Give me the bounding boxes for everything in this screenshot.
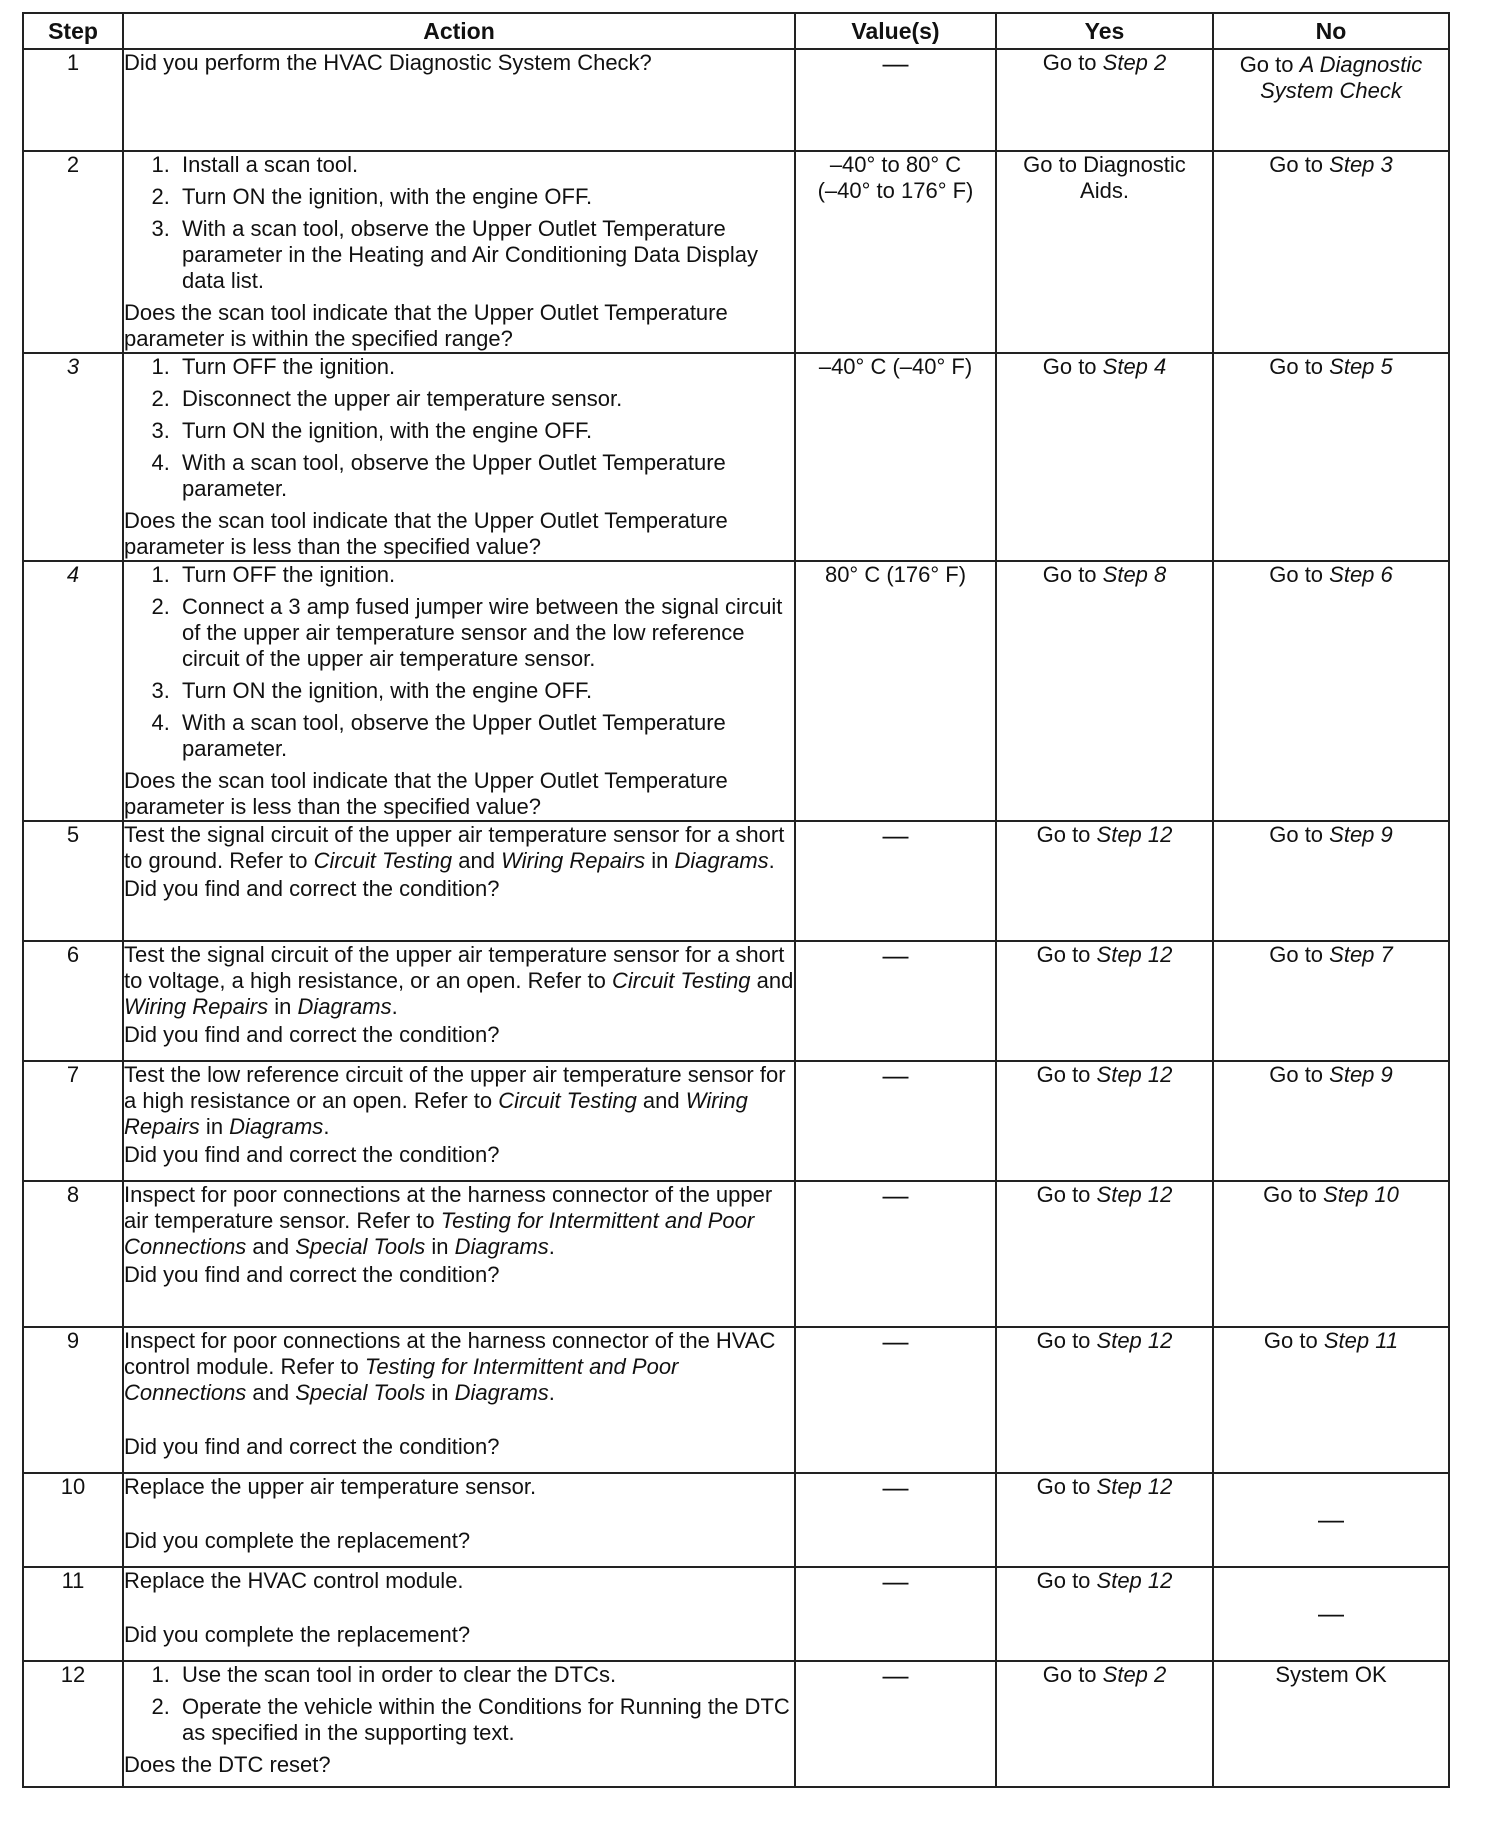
spacer <box>124 1406 794 1432</box>
instruction-text: Test the signal circuit of the upper air temperature sensor for a short to voltage, a high resistance, or an open. Refer to <box>124 942 785 993</box>
header-action: Action <box>123 13 795 49</box>
action-list <box>124 152 794 294</box>
reference-link: Circuit Testing <box>611 968 751 993</box>
no-prefix: Go to <box>1269 942 1330 967</box>
table-row-step-2 <box>23 151 1449 353</box>
value-dash: — <box>882 1660 909 1690</box>
header-yes: Yes <box>996 13 1213 49</box>
value-cell <box>795 1061 996 1181</box>
instruction-text: in <box>425 1234 455 1259</box>
list-item: 3. Turn ON the ignition, with the engine OFF. <box>176 418 794 444</box>
yes-prefix: Go to <box>1036 1328 1097 1353</box>
yes-cell <box>996 561 1213 821</box>
header-row <box>23 13 1449 49</box>
value-dash: — <box>882 1326 909 1356</box>
header-step: Step <box>23 13 123 49</box>
action-instruction <box>124 1182 794 1260</box>
action-cell <box>123 353 795 561</box>
value-cell: –40° C (–40° F) <box>795 353 996 561</box>
diagnostic-table <box>22 12 1450 1788</box>
value-dash: — <box>882 1472 909 1502</box>
no-cell <box>1213 821 1449 941</box>
yes-cell <box>996 821 1213 941</box>
value-cell <box>795 941 996 1061</box>
value-cell <box>795 1661 996 1787</box>
reference-link: Testing for Intermittent and Poor Connections <box>124 1208 755 1259</box>
instruction-text: . <box>548 1380 555 1405</box>
action-list <box>124 1662 794 1746</box>
no-step-link: Step 6 <box>1329 562 1393 587</box>
list-item: 4. With a scan tool, observe the Upper Outlet Temperature parameter. <box>176 450 794 502</box>
instruction-text: Inspect for poor connections at the harness connector of the upper air temperature sensor. Refer to <box>124 1182 773 1233</box>
action-question: Does the scan tool indicate that the Upper Outlet Temperature parameter is less than the specified value? <box>124 768 728 819</box>
yes-prefix: Go to <box>1042 562 1103 587</box>
value-dash: — <box>882 940 909 970</box>
table-row-step-5 <box>23 821 1449 941</box>
reference-link: Wiring Repairs <box>501 848 646 873</box>
table-row-step-11 <box>23 1567 1449 1661</box>
reference-link: Diagrams <box>297 994 392 1019</box>
value-dash: — <box>882 48 909 78</box>
no-step-link: Step 11 <box>1323 1328 1399 1353</box>
yes-prefix: Go to <box>1042 354 1103 379</box>
instruction-text: in <box>199 1114 230 1139</box>
value-cell <box>795 1181 996 1327</box>
yes-cell <box>996 1327 1213 1473</box>
action-cell <box>123 1567 795 1661</box>
yes-cell <box>996 1661 1213 1787</box>
value-cell <box>795 1567 996 1661</box>
action-cell <box>123 561 795 821</box>
action-question: Does the scan tool indicate that the Upper Outlet Temperature parameter is less than the specified value? <box>124 508 728 559</box>
instruction-text: Test the low reference circuit of the upper air temperature sensor for a high resistance or an open. Refer to <box>124 1062 786 1113</box>
instruction-text: . <box>548 1234 555 1259</box>
no-cell <box>1213 1181 1449 1327</box>
no-cell <box>1213 1061 1449 1181</box>
value-cell <box>795 821 996 941</box>
yes-cell <box>996 1567 1213 1661</box>
no-prefix: Go to <box>1239 52 1300 77</box>
list-item: 4. With a scan tool, observe the Upper Outlet Temperature parameter. <box>176 710 794 762</box>
instruction-text: and <box>246 1380 296 1405</box>
action-question: Did you find and correct the condition? <box>124 1434 500 1459</box>
action-question: Does the scan tool indicate that the Upper Outlet Temperature parameter is within the specified range? <box>124 300 728 351</box>
instruction-text: and <box>246 1234 296 1259</box>
yes-step-link: Step 12 <box>1096 822 1173 847</box>
step-number: 8 <box>23 1181 123 1327</box>
list-item: 2. Operate the vehicle within the Conditions for Running the DTC as specified in the supporting text. <box>176 1694 794 1746</box>
action-question: Does the DTC reset? <box>124 1752 331 1777</box>
action-cell <box>123 1061 795 1181</box>
yes-step-link: Step 12 <box>1096 1474 1173 1499</box>
action-cell <box>123 821 795 941</box>
action-instruction <box>124 942 794 1020</box>
action-cell <box>123 1473 795 1567</box>
yes-step-link: Step 12 <box>1096 942 1173 967</box>
no-step-link: Step 5 <box>1329 354 1393 379</box>
no-prefix: Go to <box>1269 1062 1330 1087</box>
action-instruction: Replace the HVAC control module. <box>124 1568 464 1593</box>
table-row-step-8 <box>23 1181 1449 1327</box>
yes-step-link: Step 2 <box>1102 50 1167 75</box>
yes-step-link: Step 4 <box>1102 354 1167 379</box>
step-number: 10 <box>23 1473 123 1567</box>
yes-prefix: Go to <box>1036 942 1097 967</box>
list-item: 2. Disconnect the upper air temperature sensor. <box>176 386 794 412</box>
list-item: 1. Turn OFF the ignition. <box>176 354 794 380</box>
no-prefix: Go to <box>1263 1328 1324 1353</box>
action-question: Did you complete the replacement? <box>124 1622 471 1647</box>
yes-text: Go to Diagnostic Aids. <box>1023 152 1186 203</box>
list-item: 3. With a scan tool, observe the Upper Outlet Temperature parameter in the Heating and Air Conditioning Data Display data list. <box>176 216 794 294</box>
no-cell <box>1213 151 1449 353</box>
reference-link: Circuit Testing <box>498 1088 637 1113</box>
action-instruction <box>124 822 794 874</box>
action-question: Did you find and correct the condition? <box>124 876 500 901</box>
no-prefix: Go to <box>1269 562 1330 587</box>
yes-step-link: Step 12 <box>1096 1328 1173 1353</box>
instruction-text: and <box>636 1088 686 1113</box>
yes-step-link: Step 12 <box>1096 1182 1173 1207</box>
no-cell <box>1213 1661 1449 1787</box>
value-cell <box>795 1327 996 1473</box>
table-row-step-3 <box>23 353 1449 561</box>
action-question: Did you find and correct the condition? <box>124 1142 500 1167</box>
diagnostic-table-wrapper <box>22 12 1450 1788</box>
action-cell <box>123 941 795 1061</box>
list-item: 1. Turn OFF the ignition. <box>176 562 794 588</box>
yes-step-link: Step 8 <box>1102 562 1167 587</box>
action-list <box>124 354 794 502</box>
action-question: Did you find and correct the condition? <box>124 1262 500 1287</box>
action-instruction <box>124 1328 794 1406</box>
reference-link: Wiring Repairs <box>124 994 269 1019</box>
spacer <box>124 1594 794 1620</box>
no-dash: — <box>1318 1598 1344 1628</box>
step-number: 7 <box>23 1061 123 1181</box>
no-prefix: Go to <box>1263 1182 1324 1207</box>
instruction-text: . <box>391 994 398 1019</box>
list-item: 1. Use the scan tool in order to clear the DTCs. <box>176 1662 794 1688</box>
table-row-step-12 <box>23 1661 1449 1787</box>
instruction-text: Test the signal circuit of the upper air temperature sensor for a short to ground. Refer to <box>124 822 785 873</box>
yes-cell <box>996 1061 1213 1181</box>
yes-prefix: Go to <box>1036 1568 1097 1593</box>
no-dash: — <box>1318 1504 1344 1534</box>
no-cell <box>1213 1567 1449 1661</box>
value-range-fahrenheit: (–40° to 176° F) <box>817 178 974 203</box>
instruction-text: and <box>452 848 502 873</box>
no-step-link: A Diagnostic System Check <box>1260 52 1423 103</box>
step-number: 11 <box>23 1567 123 1661</box>
list-item: 2. Connect a 3 amp fused jumper wire between the signal circuit of the upper air temperature sensor and the low reference circuit of the upper air temperature sensor. <box>176 594 794 672</box>
no-prefix: Go to <box>1269 822 1330 847</box>
yes-prefix: Go to <box>1042 1662 1103 1687</box>
no-cell <box>1213 1327 1449 1473</box>
step-number: 12 <box>23 1661 123 1787</box>
action-instruction: Replace the upper air temperature sensor. <box>124 1474 537 1499</box>
step-number: 2 <box>23 151 123 353</box>
value-dash: — <box>882 1566 909 1596</box>
instruction-text: . <box>768 848 775 873</box>
instruction-text: in <box>425 1380 455 1405</box>
yes-step-link: Step 12 <box>1096 1062 1173 1087</box>
no-prefix: Go to <box>1269 354 1330 379</box>
no-step-link: Step 9 <box>1329 822 1393 847</box>
value-cell <box>795 151 996 353</box>
reference-link: Testing for Intermittent and Poor Connections <box>124 1354 679 1405</box>
action-instruction <box>124 1062 794 1140</box>
action-question: Did you complete the replacement? <box>124 1528 471 1553</box>
no-cell <box>1213 941 1449 1061</box>
no-step-link: Step 10 <box>1323 1182 1399 1207</box>
table-row-step-9 <box>23 1327 1449 1473</box>
action-question: Did you find and correct the condition? <box>124 1022 500 1047</box>
step-number: 9 <box>23 1327 123 1473</box>
value-cell <box>795 1473 996 1567</box>
instruction-text: Inspect for poor connections at the harness connector of the HVAC control module. Refer to <box>124 1328 776 1379</box>
table-row-step-7 <box>23 1061 1449 1181</box>
yes-cell <box>996 1473 1213 1567</box>
value-dash: — <box>882 1060 909 1090</box>
table-row-step-10 <box>23 1473 1449 1567</box>
yes-cell <box>996 941 1213 1061</box>
no-cell <box>1213 49 1449 151</box>
yes-cell <box>996 49 1213 151</box>
table-row-step-1 <box>23 49 1449 151</box>
action-cell <box>123 151 795 353</box>
yes-step-link: Step 2 <box>1102 1662 1167 1687</box>
no-cell <box>1213 1473 1449 1567</box>
value-dash: — <box>882 820 909 850</box>
reference-link: Special Tools <box>295 1380 426 1405</box>
no-step-link: Step 9 <box>1329 1062 1393 1087</box>
instruction-text: in <box>645 848 675 873</box>
step-number: 4 <box>23 561 123 821</box>
step-number: 3 <box>23 353 123 561</box>
action-cell <box>123 1181 795 1327</box>
no-step-link: Step 3 <box>1329 152 1393 177</box>
yes-cell <box>996 1181 1213 1327</box>
action-question: Did you perform the HVAC Diagnostic System Check? <box>124 50 652 75</box>
instruction-text: and <box>750 968 794 993</box>
instruction-text: in <box>268 994 298 1019</box>
reference-link: Diagrams <box>454 1380 549 1405</box>
no-text: System OK <box>1275 1662 1387 1687</box>
header-no: No <box>1213 13 1449 49</box>
reference-link: Diagrams <box>229 1114 324 1139</box>
yes-prefix: Go to <box>1036 1474 1097 1499</box>
yes-prefix: Go to <box>1036 1182 1097 1207</box>
yes-prefix: Go to <box>1042 50 1103 75</box>
reference-link: Diagrams <box>454 1234 549 1259</box>
header-values: Value(s) <box>795 13 996 49</box>
action-cell <box>123 1661 795 1787</box>
table-row-step-4 <box>23 561 1449 821</box>
no-step-link: Step 7 <box>1329 942 1393 967</box>
yes-step-link: Step 12 <box>1096 1568 1173 1593</box>
instruction-text: . <box>323 1114 330 1139</box>
reference-link: Wiring Repairs <box>124 1088 748 1139</box>
list-item: 2. Turn ON the ignition, with the engine OFF. <box>176 184 794 210</box>
step-number: 1 <box>23 49 123 151</box>
action-cell <box>123 49 795 151</box>
value-cell: 80° C (176° F) <box>795 561 996 821</box>
reference-link: Special Tools <box>295 1234 426 1259</box>
list-item: 1. Install a scan tool. <box>176 152 794 178</box>
yes-cell <box>996 353 1213 561</box>
no-cell <box>1213 561 1449 821</box>
yes-prefix: Go to <box>1036 1062 1097 1087</box>
action-cell <box>123 1327 795 1473</box>
no-cell <box>1213 353 1449 561</box>
reference-link: Circuit Testing <box>313 848 453 873</box>
action-list <box>124 562 794 762</box>
table-row-step-6 <box>23 941 1449 1061</box>
step-number: 5 <box>23 821 123 941</box>
yes-cell <box>996 151 1213 353</box>
reference-link: Diagrams <box>674 848 769 873</box>
no-prefix: Go to <box>1269 152 1330 177</box>
value-range-celsius: –40° to 80° C <box>829 152 962 177</box>
value-cell <box>795 49 996 151</box>
value-dash: — <box>882 1180 909 1210</box>
step-number: 6 <box>23 941 123 1061</box>
spacer <box>124 1500 794 1526</box>
list-item: 3. Turn ON the ignition, with the engine OFF. <box>176 678 794 704</box>
yes-prefix: Go to <box>1036 822 1097 847</box>
